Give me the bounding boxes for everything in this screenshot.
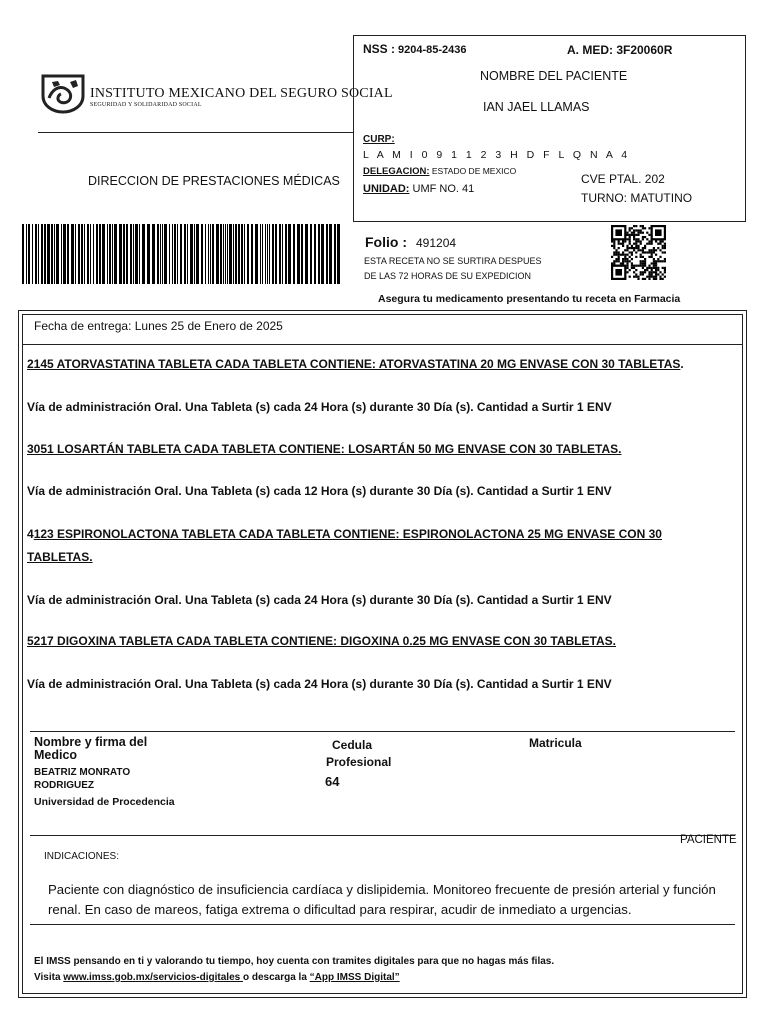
- medication-1-description: [27, 357, 743, 371]
- doctor-label-line1: Nombre y firma del: [34, 735, 148, 749]
- institution-subtitle: SEGURIDAD Y SOLIDARIDAD SOCIAL: [90, 102, 202, 108]
- doctor-signature-label: [34, 736, 174, 762]
- fecha-divider: [22, 344, 743, 345]
- unidad-value: UMF NO. 41: [412, 183, 475, 195]
- servicios-digitales-link[interactable]: www.imss.gob.mx/servicios-digitales: [63, 972, 243, 983]
- asegura-notice: Asegura tu medicamento presentando tu receta en Farmacia: [378, 293, 681, 305]
- turno: TURNO: MATUTINO: [581, 191, 693, 205]
- indicaciones-label: INDICACIONES:: [44, 851, 120, 862]
- cedula-value: 64: [325, 774, 340, 789]
- footer-line1: El IMSS pensando en ti y valorando tu tiempo, hoy cuenta con tramites digitales para que no hagas más filas.: [34, 956, 555, 967]
- profesional-label: Profesional: [326, 755, 392, 769]
- doctor-label-line2: Medico: [34, 748, 78, 762]
- patient-name: IAN JAEL LLAMAS: [483, 100, 590, 114]
- app-name: “App IMSS Digital”: [309, 972, 400, 983]
- doctor-name-line2: RODRIGUEZ: [34, 780, 94, 791]
- medication-3-line1: 123 ESPIRONOLACTONA TABLETA CADA TABLETA CONTIENE: ESPIRONOLACTONA 25 MG ENVASE CON 30: [33, 527, 662, 541]
- footer-middle: o descarga la: [242, 972, 310, 983]
- fecha-entrega: Fecha de entrega: Lunes 25 de Enero de 2025: [34, 319, 283, 333]
- nss-value: 9204-85-2436: [398, 44, 467, 56]
- a-med: A. MED: 3F20060R: [567, 43, 673, 57]
- institution-name: INSTITUTO MEXICANO DEL SEGURO SOCIAL: [90, 86, 393, 101]
- imss-logo-icon: [40, 72, 86, 114]
- indicaciones-text: Paciente con diagnóstico de insuficiencia cardíaca y dislipidemia. Monitoreo frecuente de presión arterial y función renal. En caso de mareos, fatiga extrema o dificultad para respirar, acudir de inmediato a urgencias.: [48, 882, 716, 917]
- medication-2-administration: Vía de administración Oral. Una Tableta (s) cada 12 Hora (s) durante 30 Día (s). Cantidad a Surtir 1 ENV: [27, 484, 612, 498]
- unidad-label: UNIDAD:: [363, 183, 410, 195]
- footer-divider: [30, 924, 735, 925]
- footer-line2: [34, 972, 400, 983]
- doctor-name-line1: BEATRIZ MONRATO: [34, 767, 131, 778]
- delegacion-label: DELEGACION:: [363, 166, 430, 177]
- medication-1-administration: Vía de administración Oral. Una Tableta (s) cada 24 Hora (s) durante 30 Día (s). Cantidad a Surtir 1 ENV: [27, 400, 612, 414]
- folio-note-line2: DE LAS 72 HORAS DE SU EXPEDICION: [364, 271, 532, 281]
- curp-label: CURP:: [363, 134, 395, 145]
- doctor-divider: [30, 731, 735, 732]
- qr-code-icon: [611, 225, 666, 280]
- delegacion-value: ESTADO DE MEXICO: [431, 166, 517, 176]
- delegacion: [363, 166, 516, 177]
- medication-1-suffix: .: [680, 357, 684, 371]
- cve-ptal: CVE PTAL. 202: [581, 172, 665, 186]
- patient-name-label: NOMBRE DEL PACIENTE: [480, 69, 628, 83]
- medication-4-administration: Vía de administración Oral. Una Tableta (s) cada 24 Hora (s) durante 30 Día (s). Cantidad a Surtir 1 ENV: [27, 677, 612, 691]
- medication-3-description: [27, 527, 743, 541]
- medication-3-description-line2: TABLETAS.: [27, 550, 93, 564]
- curp-value: L A M I 0 9 1 1 2 3 H D F L Q N A 4: [363, 149, 631, 161]
- copy-label: PACIENTE: [680, 834, 737, 846]
- matricula-label: Matricula: [529, 736, 582, 750]
- universidad-label: Universidad de Procedencia: [34, 796, 175, 808]
- indicaciones-divider: [30, 835, 735, 836]
- header-divider: [38, 132, 354, 133]
- folio-note-line1: ESTA RECETA NO SE SURTIRA DESPUES: [364, 256, 542, 266]
- footer-visit: Visita: [34, 972, 64, 983]
- doctor-name: [34, 766, 130, 792]
- unidad: [363, 183, 474, 195]
- medication-3-prefix: 4: [27, 527, 34, 541]
- medication-4-description: 5217 DIGOXINA TABLETA CADA TABLETA CONTIENE: DIGOXINA 0.25 MG ENVASE CON 30 TABLETAS.: [27, 634, 616, 648]
- folio-label: Folio :: [365, 234, 407, 250]
- folio-value: 491204: [416, 236, 457, 250]
- cedula-label: Cedula: [332, 738, 373, 752]
- barcode-icon: [22, 224, 340, 284]
- medication-1-text: 2145 ATORVASTATINA TABLETA CADA TABLETA CONTIENE: ATORVASTATINA 20 MG ENVASE CON 30 TABLETAS: [27, 357, 681, 371]
- direccion-title: DIRECCION DE PRESTACIONES MÉDICAS: [88, 174, 340, 188]
- nss-label: NSS :: [363, 42, 396, 56]
- medication-3-administration: Vía de administración Oral. Una Tableta (s) cada 24 Hora (s) durante 30 Día (s). Cantidad a Surtir 1 ENV: [27, 593, 612, 607]
- medication-2-description: 3051 LOSARTÁN TABLETA CADA TABLETA CONTIENE: LOSARTÁN 50 MG ENVASE CON 30 TABLETAS.: [27, 442, 622, 456]
